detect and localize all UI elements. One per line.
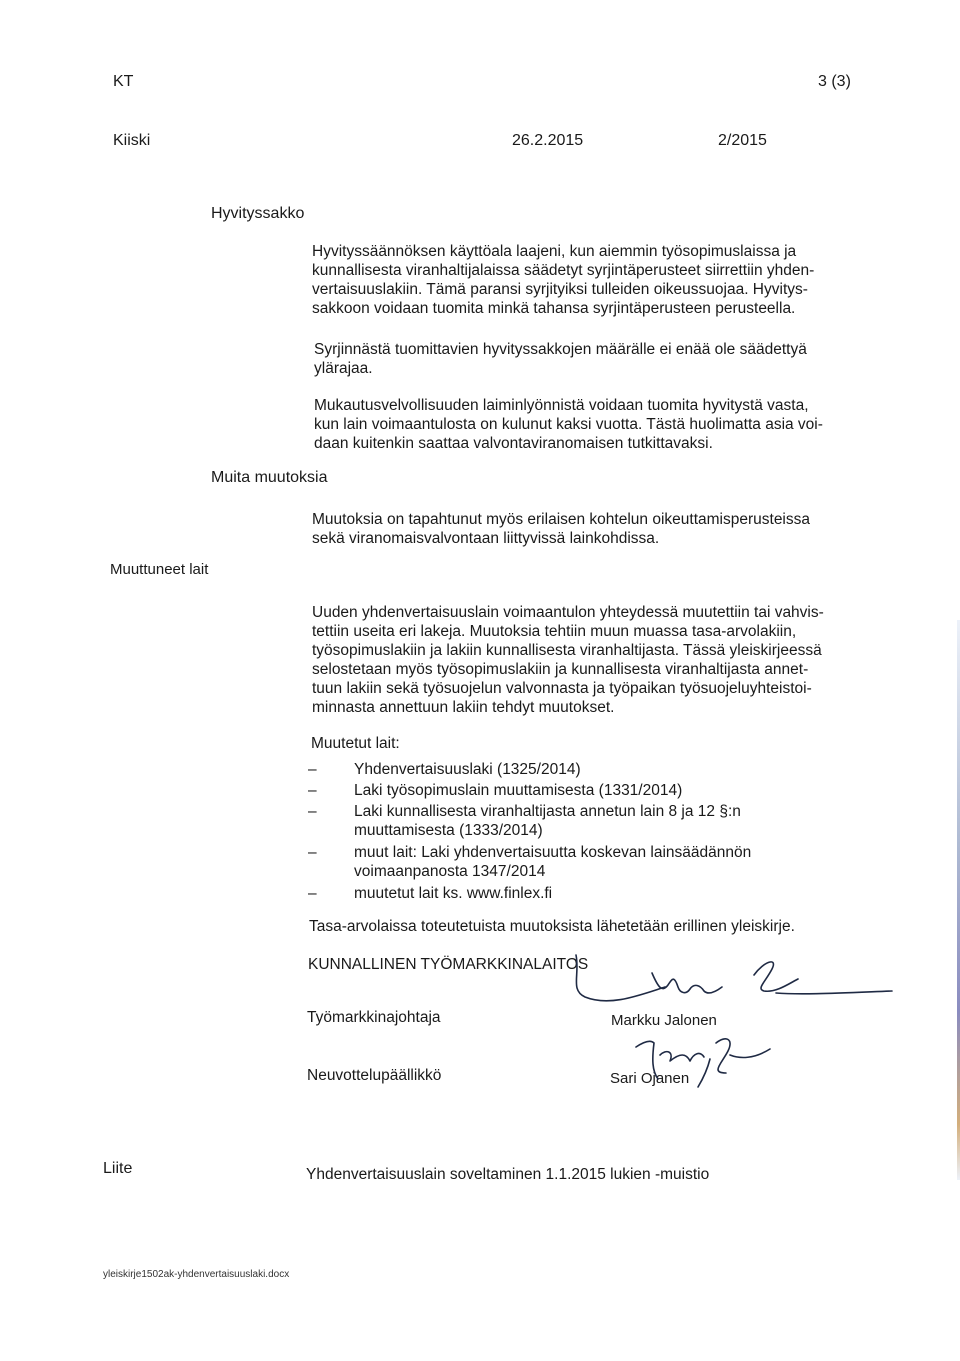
organization-name: KUNNALLINEN TYÖMARKKINALAITOS [308,956,589,973]
footer-filename: yleiskirje1502ak-yhdenvertaisuuslaki.docx [103,1269,290,1280]
signature-stroke [776,991,892,994]
heading-hyvityssakko: Hyvityssakko [211,205,305,222]
signer1-name: Markku Jalonen [611,1012,717,1029]
signer2-title: Neuvottelupäällikkö [307,1067,442,1084]
heading-muuttuneet-lait: Muuttuneet lait [110,561,209,578]
signature-stroke [716,1039,730,1073]
signer2-name: Sari Ojanen [610,1070,690,1087]
paragraph-muita-muutoksia: Muutoksia on tapahtunut myös erilaisen kohtelun oikeuttamisperusteissa sekä viranomaisvalvontaan liittyvissä lainkohdissa. [312,511,810,547]
closing-sentence: Tasa-arvolaissa toteutetuista muutoksista lähetetään erillinen yleiskirje. [309,918,795,935]
signature-stroke [730,1049,770,1057]
heading-muita-muutoksia: Muita muutoksia [211,469,328,486]
org-abbrev: KT [113,73,134,90]
signature-stroke [652,973,722,993]
handwritten-signatures [540,935,910,1105]
page-number: 3 (3) [818,73,851,90]
signature-stroke [698,1059,710,1087]
attachment-text: Yhdenvertaisuuslain soveltaminen 1.1.2015 lukien -muistio [306,1166,710,1183]
author: Kiiski [113,132,151,149]
document-date: 26.2.2015 [512,132,584,149]
signature-stroke [754,962,798,991]
signer1-title: Työmarkkinajohtaja [307,1009,441,1026]
paragraph-hyvityssaannos: Hyvityssäännöksen käyttöala laajeni, kun aiemmin työsopimuslaissa ja kunnallisesta viranhaltijalaissa säädetyt syrjintäperusteet siirrettiin yhden- vertaisuuslakiin. Tämä paransi syrjityiksi tulleiden oikeussuojaa. Hyvitys- sakkoon voidaan tuomita minkä tahansa syrjintäperusteen perusteella. [312,243,815,317]
paragraph-mukautusvelvollisuus: Mukautusvelvollisuuden laiminlyönnistä voidaan tuomita hyvitystä vasta, kun lain voimaantulosta on kulunut kaksi vuotta. Tästä huolimatta asia voi- daan kuitenkin saattaa valvontaviranomaisen tutkittavaksi. [314,397,823,452]
muutetut-lait-intro: Muutetut lait: [311,735,400,752]
attachment-label: Liite [103,1160,133,1177]
paragraph-muuttuneet-lait: Uuden yhdenvertaisuuslain voimaantulon yhteydessä muutettiin tai vahvis- tettiin useita eri lakeja. Muutoksia tehtiin muun muassa tasa-arvolakiin, työsopimuslakiin ja lakiin kunnallisesta viranhaltijasta. Tässä yleiskirjeessä selostetaan myös työsopimuslakiin ja kunnallisesta viranhaltijasta annet- tuun lakiin sekä työsuojelun valvonnasta ja työpaikan työsuojeluyhteistoi- minnasta annettuun lakiin tehdyt muutokset. [312,604,824,716]
signature-stroke [576,955,665,1001]
signature-stroke [660,1052,704,1061]
document-number: 2/2015 [718,132,767,149]
signature-stroke [636,1041,658,1079]
paragraph-ylaraja: Syrjinnästä tuomittavien hyvityssakkojen määrälle ei enää ole säädettyä ylärajaa. [314,341,807,377]
